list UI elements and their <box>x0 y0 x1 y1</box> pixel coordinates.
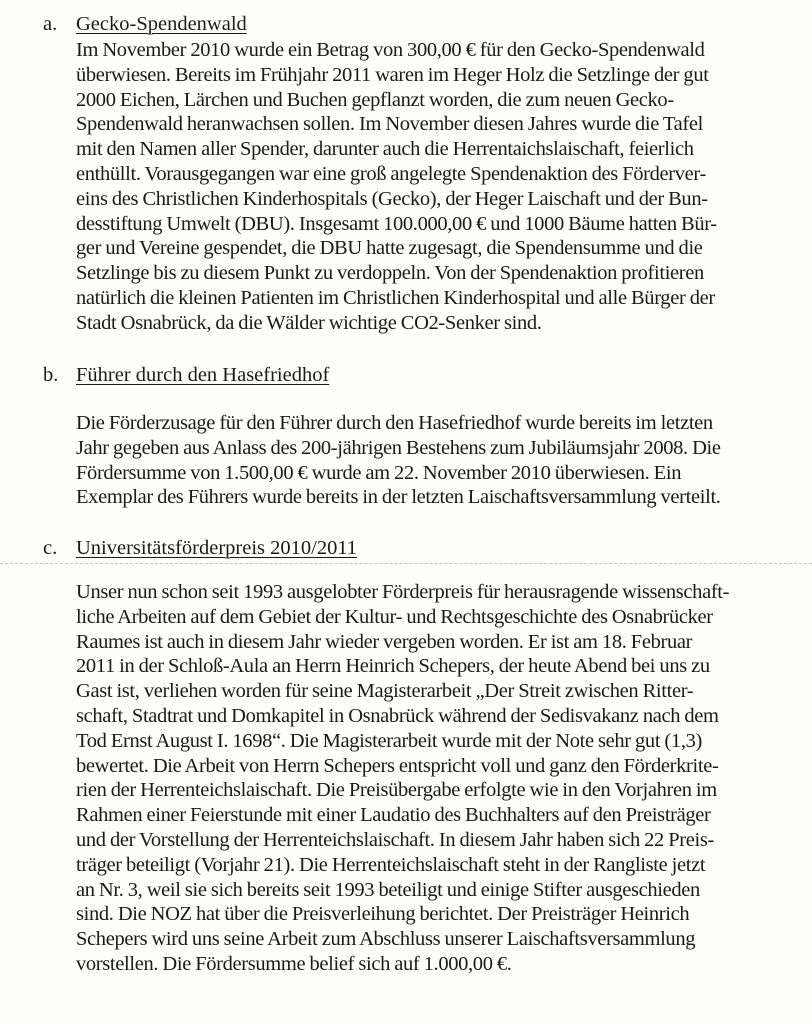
text-line: Im November 2010 wurde ein Betrag von 300,00 € für den Gecko-Spendenwald <box>76 39 705 61</box>
text-line: Schepers wird uns seine Arbeit zum Abschluss unserer Laischaftsversammlung <box>76 928 696 951</box>
text-line: Gast ist, verliehen worden für seine Magisterarbeit „Der Streit zwischen Ritter- <box>76 680 694 703</box>
text-line: mit den Namen aller Spender, darunter auch die Herrentaichslaischaft, feierlich <box>76 138 694 161</box>
text-line: enthüllt. Vorausgegangen war eine groß angelegte Spendenaktion des Förderver- <box>76 162 706 185</box>
text-line: an Nr. 3, weil sie sich bereits seit 1993 beteiligt und einige Stifter ausgeschieden <box>76 878 700 901</box>
section-title: Führer durch den Hasefriedhof <box>76 364 330 386</box>
text-line: eins des Christlichen Kinderhospitals (Gecko), der Heger Laischaft und der Bun- <box>76 187 708 210</box>
section-heading <box>0 533 812 563</box>
text-line: 2011 in der Schloß-Aula an Herrn Heinrich Schepers, der heute Abend bei uns zu <box>76 655 710 678</box>
section-fuehrer-hasefriedhof <box>0 360 812 509</box>
list-marker: b. <box>43 364 59 386</box>
text-line: natürlich die kleinen Patienten im Christlichen Kinderhospital und alle Bürger der <box>76 286 715 309</box>
text-line: Die Förderzusage für den Führer durch den Hasefriedhof wurde bereits im letzten <box>76 412 713 434</box>
section-body <box>76 580 796 977</box>
text-line: Rahmen einer Feierstunde mit einer Laudatio des Buchhalters auf den Preisträger <box>76 804 711 827</box>
text-line: Stadt Osnabrück, da die Wälder wichtige CO2-Senker sind. <box>76 311 542 334</box>
section-gecko-spendenwald <box>0 9 812 334</box>
text-line: ger und Vereine gespendet, die DBU hatte zugesagt, die Spendensumme und die <box>76 237 703 260</box>
section-heading <box>0 9 812 39</box>
list-marker: a. <box>43 13 58 35</box>
text-line: sind. Die NOZ hat über die Preisverleihung berichtet. Der Preisträger Heinrich <box>76 903 690 926</box>
text-line: und der Vorstellung der Herrenteichslaischaft. In diesem Jahr haben sich 22 Preis- <box>76 828 714 851</box>
text-line: vorstellen. Die Fördersumme belief sich auf 1.000,00 €. <box>76 952 512 975</box>
scan-artifact-divider <box>0 563 812 564</box>
text-line: Spendenwald heranwachsen sollen. Im November diesen Jahres wurde die Tafel <box>76 113 703 136</box>
text-line: Fördersumme von 1.500,00 € wurde am 22. November 2010 überwiesen. Ein <box>76 461 682 484</box>
section-title: Gecko-Spendenwald <box>76 13 247 35</box>
section-body <box>76 411 796 510</box>
text-line: schaft, Stadtrat und Domkapitel in Osnabrück während der Sedisvakanz nach dem <box>76 704 719 727</box>
text-line: träger beteiligt (Vorjahr 21). Die Herrenteichslaischaft steht in der Rangliste jetzt <box>76 853 706 876</box>
text-line: Unser nun schon seit 1993 ausgelobter Förderpreis für herausragende wissenschaft- <box>76 581 730 603</box>
text-line: rien der Herrenteichslaischaft. Die Preisübergabe erfolgte wie in den Vorjahren im <box>76 779 717 802</box>
section-universitaetsfoerderpreis <box>0 533 812 975</box>
text-line: Jahr gegeben aus Anlass des 200-jährigen Bestehens zum Jubiläumsjahr 2008. Die <box>76 436 721 459</box>
text-line: desstiftung Umwelt (DBU). Insgesamt 100.000,00 € und 1000 Bäume hatten Bür- <box>76 212 717 235</box>
text-line: 2000 Eichen, Lärchen und Buchen gepflanzt worden, die zum neuen Gecko- <box>76 88 674 111</box>
text-line: bewertet. Die Arbeit von Herrn Schepers entspricht voll und ganz den Förderkrite- <box>76 754 719 777</box>
text-line: Setzlinge bis zu diesem Punkt zu verdoppeln. Von der Spendenaktion profitieren <box>76 262 704 285</box>
text-line: Raumes ist auch in diesem Jahr wieder vergeben worden. Er ist am 18. Februar <box>76 630 693 653</box>
section-heading <box>0 360 812 390</box>
text-line: überwiesen. Bereits im Frühjahr 2011 waren im Heger Holz die Setzlinge der gut <box>76 63 709 86</box>
text-line: Tod Ernst August I. 1698“. Die Magisterarbeit wurde mit der Note sehr gut (1,3) <box>76 729 702 752</box>
text-line: liche Arbeiten auf dem Gebiet der Kultur- und Rechtsgeschichte des Osnabrücker <box>76 605 713 628</box>
section-body <box>76 38 796 336</box>
section-title: Universitätsförderpreis 2010/2011 <box>76 537 358 559</box>
text-line: Exemplar des Führers wurde bereits in der letzten Laischaftsversammlung verteilt. <box>76 486 721 509</box>
list-marker: c. <box>43 537 58 559</box>
